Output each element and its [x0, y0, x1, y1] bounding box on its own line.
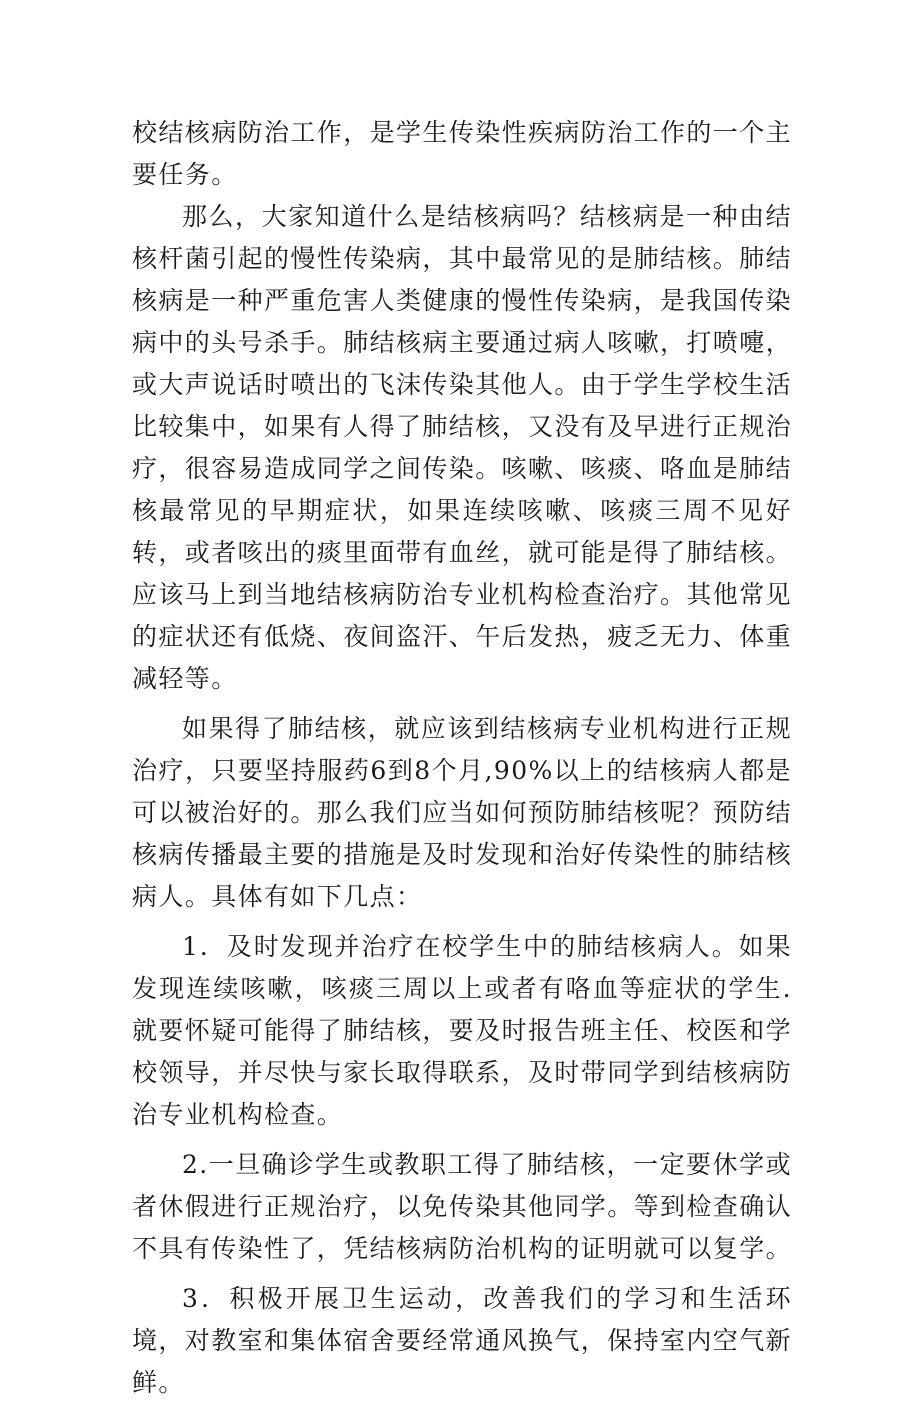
document-body	[132, 112, 792, 1404]
list-item-point-1: 1．及时发现并治疗在校学生中的肺结核病人。如果发现连续咳嗽，咳痰三周以上或者有咯血等症状的学生.就要怀疑可能得了肺结核，要及时报告班主任、校医和学校领导，并尽快与家长取得联系，及时带同学到结核病防治专业机构检查。	[132, 932, 793, 1129]
paragraph-intro-tail: 校结核病防治工作，是学生传染性疾病防治工作的一个主要任务。	[132, 118, 793, 189]
list-item-point-2: 2.一旦确诊学生或教职工得了肺结核，一定要休学或者休假进行正规治疗，以免传染其他同学。等到检查确认不具有传染性了，凭结核病防治机构的证明就可以复学。	[132, 1150, 793, 1263]
paragraph-treatment: 如果得了肺结核，就应该到结核病专业机构进行正规治疗，只要坚持服药6到8个月,90%以上的结核病人都是可以被治好的。那么我们应当如何预防肺结核呢？预防结核病传播最主要的措施是及时发现和治好传染性的肺结核病人。具体有如下几点：	[132, 714, 793, 911]
paragraph-what-is-tuberculosis: 那么，大家知道什么是结核病吗？结核病是一种由结核杆菌引起的慢性传染病，其中最常见的是肺结核。肺结核病是一种严重危害人类健康的慢性传染病，是我国传染病中的头号杀手。肺结核病主要通过病人咳嗽，打喷嚏，或大声说话时喷出的飞沫传染其他人。由于学生学校生活比较集中，如果有人得了肺结核，又没有及早进行正规治疗，很容易造成同学之间传染。咳嗽、咳痰、咯血是肺结核最常见的早期症状，如果连续咳嗽、咳痰三周不见好转，或者咳出的痰里面带有血丝，就可能是得了肺结核。应该马上到当地结核病防治专业机构检查治疗。其他常见的症状还有低烧、夜间盗汗、午后发热，疲乏无力、体重减轻等。	[132, 202, 793, 693]
list-item-point-3: 3．积极开展卫生运动，改善我们的学习和生活环境，对教室和集体宿舍要经常通风换气，保持室内空气新鲜。	[132, 1284, 793, 1397]
